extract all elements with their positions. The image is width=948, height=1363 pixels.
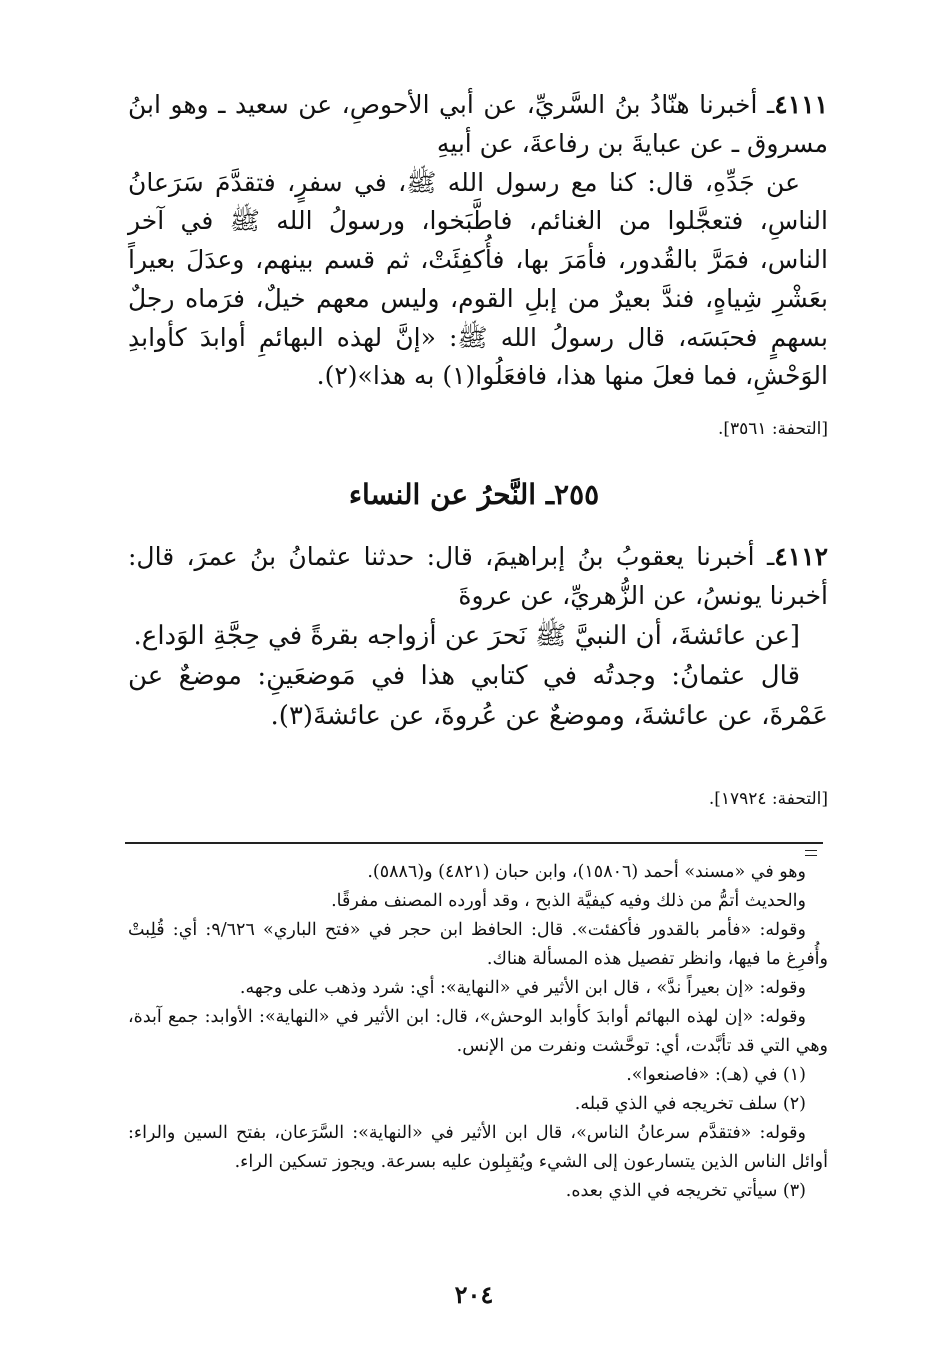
chapter-heading: ٢٥٥ـ النَّحرُ عن النساء [348, 478, 600, 511]
footnote-separator [125, 842, 823, 844]
hadith-4111 [128, 86, 828, 396]
footnote-line: (١) في (هـ): «فاصنعوا». [626, 1065, 806, 1085]
page-number: ٢٠٤ [454, 1280, 494, 1309]
hadith-number: ٤١١٢ [774, 542, 828, 571]
footnote-line: (٣) سيأتي تخريجه في الذي بعده. [565, 1181, 806, 1201]
hadith-4112 [128, 538, 828, 736]
hadith-comment: قال عثمانُ: وجدتُه في كتابي هذا في مَوضعَينِ: موضعٌ عن عَمْرةَ، عن عائشةَ، وموضعٌ عن عُروةَ، عن عائشةَ(٣). [128, 660, 828, 732]
tuhfa-reference: [التحفة: ١٧٩٢٤]. [708, 789, 828, 809]
footnote-line: والحديث أتمُّ من ذلك وفيه كيفيَّة الذبح ، وقد أورده المصنف مفرقًا. [331, 891, 806, 911]
tuhfa-reference: [التحفة: ٣٥٦١]. [717, 419, 828, 439]
footnote-line: وقوله: «فأمر بالقدور فأكفئت». قال: الحافظ ابن حجر في «فتح الباري» ٩/٦٢٦: أي: قُلِبتْ وأُفرِغ ما فيها، وانظر تفصيل هذه المسألة هناك. [128, 920, 828, 969]
hadith-isnad: ٤١١١ـ أخبرنا هنّادُ بنُ السَّريِّ، عن أبي الأحوصِ، عن سعيد ـ وهو ابنُ مسروق ـ عن عبايةَ بن رفاعةَ، عن أبيهِ [128, 90, 828, 158]
footnote-line: وقوله: «إن لهذه البهائم أوابدَ كأوابد الوحش»، قال: ابن الأثير في «النهاية»: الأوابد: جمع آبدة، وهي التي قد تأبَّدت، أي: توحَّشت ونفرت من الإنس. [128, 1007, 828, 1056]
footnote-line: وقوله: «إن بعيراً ندَّ» ، قال ابن الأثير في «النهاية»: أي: شرد وذهب على وجهه. [239, 978, 806, 998]
separator-mark [805, 850, 817, 856]
hadith-matn: عن جَدِّهِ، قال: كنا مع رسول الله ﷺ، في سفرٍ، فتقدَّمَ سَرَعانُ الناسِ، فتعجَّلوا من الغنائم، فاطَّبَخوا، ورسولُ الله ﷺ في آخر الناس، فمَرَّ بالقُدور، فأمَرَ بها، فأُكفِئَتْ، ثم قسم بينهم، وعدَلَ بعيراً بعَشْرِ شِياهٍ، فندَّ بعيرٌ من إبلِ القوم، وليس معهم خيلٌ، فرَماه رجلٌ بسهمٍ فحبَسَه، قال رسولُ الله ﷺ: «إنَّ لهذه البهائمِ أوابدَ كأوابدِ الوَحْشِ، فما فعلَ منها هذا، فافعَلُوا(١) به هذا»(٢). [128, 167, 828, 391]
hadith-number: ٤١١١ [774, 90, 828, 119]
footnote-line: (٢) سلف تخريجه في الذي قبله. [574, 1094, 806, 1114]
footnote-line: وقوله: «فتقدَّم سرعانُ الناس»، قال ابن الأثير في «النهاية»: السَّرَعان، بفتح السين والراء: أوائل الناس الذين يتسارعون إلى الشيء ويُقبِلون عليه بسرعة. ويجوز تسكين الراء. [128, 1123, 828, 1172]
footnote-line: وهو في «مسند» أحمد (١٥٨٠٦)، وابن حبان (٤٨٢١) و(٥٨٨٦). [367, 862, 806, 882]
hadith-isnad: ٤١١٢ـ أخبرنا يعقوبُ بنُ إبراهيمَ، قال: حدثنا عثمانُ بنُ عمرَ، قال: أخبرنا يونسُ، عن الزُّهريِّ، عن عروةَ [128, 542, 828, 610]
hadith-matn: [عن عائشةَ، أن النبيَّ ﷺ نَحرَ عن أزواجه بقرةً في حِجَّةِ الوَداع. [133, 620, 800, 651]
footnotes [128, 858, 828, 1206]
